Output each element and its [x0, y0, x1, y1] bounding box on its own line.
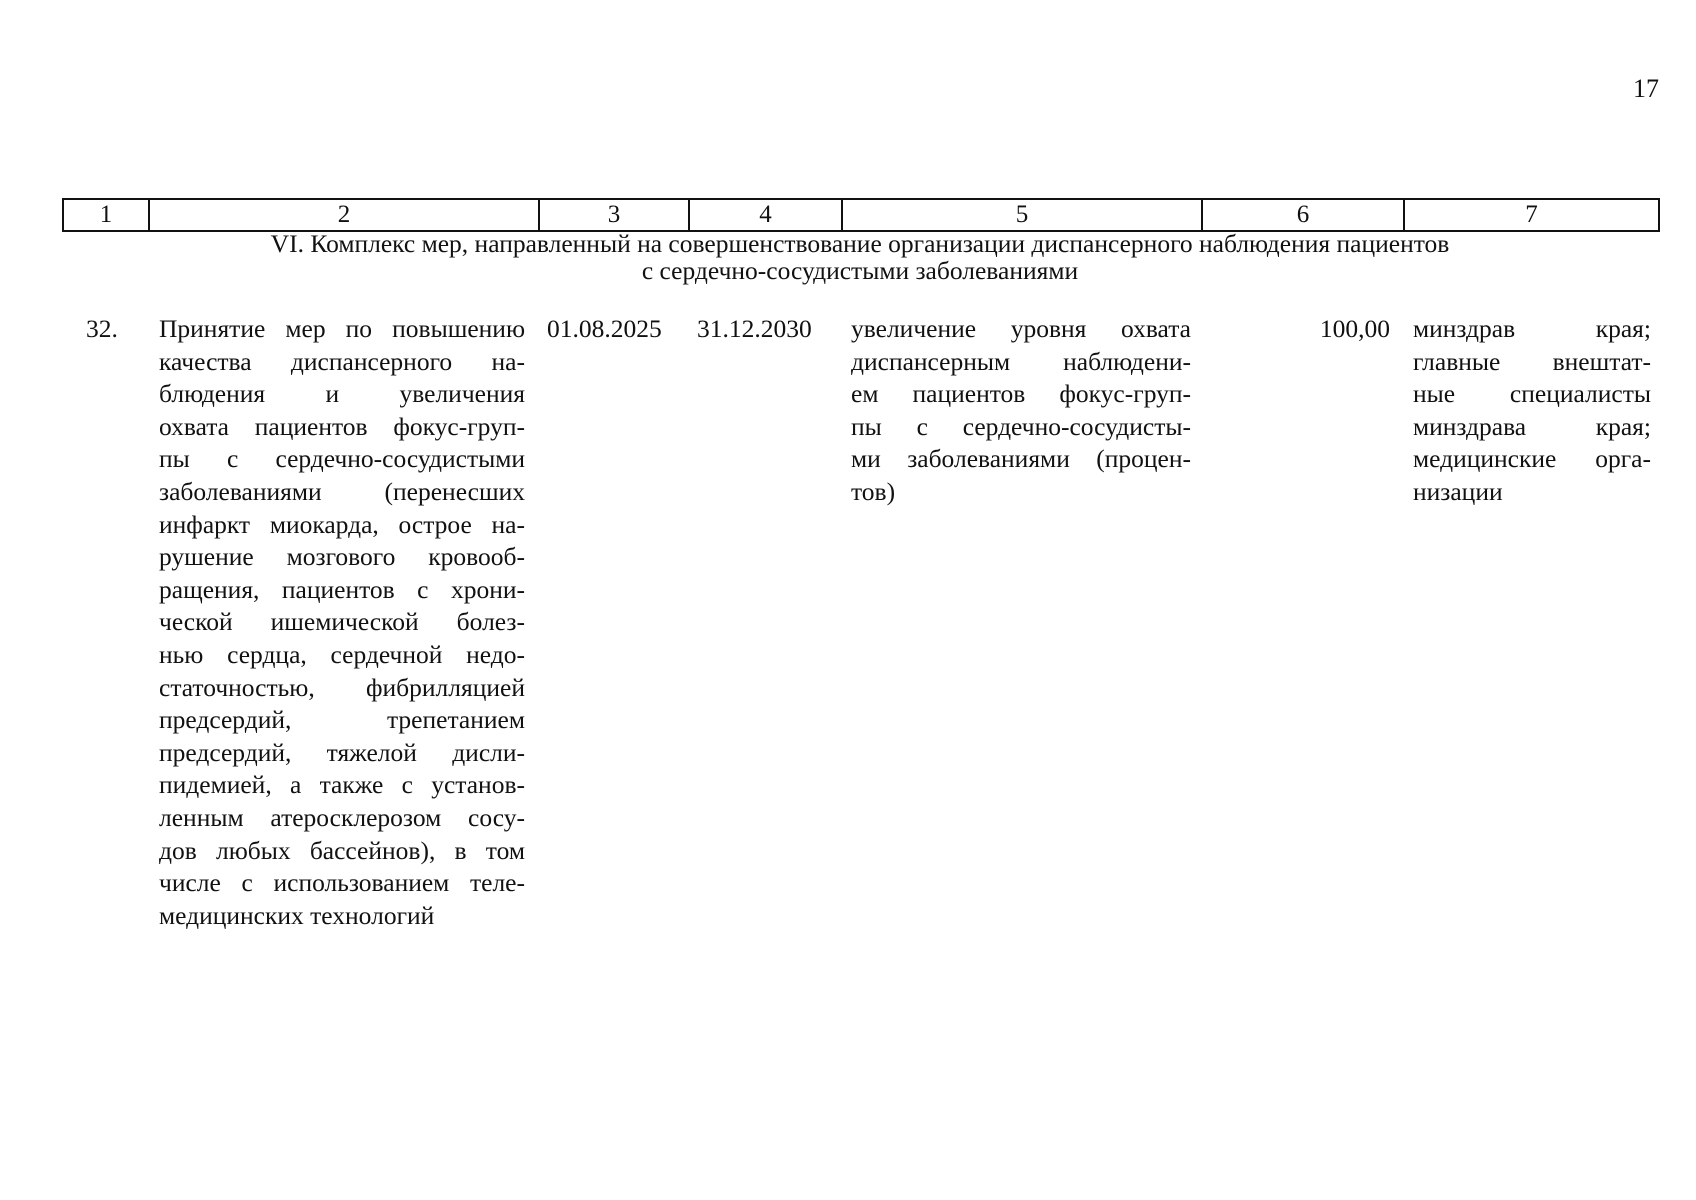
responsible-parties-line: низации [1413, 476, 1503, 506]
column-number-2: 2 [149, 199, 539, 231]
measure-description-line: предсердий, тяжелой дисли- [159, 737, 525, 767]
measure-description-line: медицинских технологий [159, 900, 435, 930]
column-number-4: 4 [689, 199, 842, 231]
indicator-description-line: увеличение уровня охвата [851, 314, 1191, 343]
indicator-description-line: пы с сердечно-сосудисты- [851, 411, 1191, 441]
page-number: 17 [1633, 74, 1659, 103]
indicator-description-line: ем пациентов фокус-груп- [851, 379, 1191, 409]
measure-description-line: статочностью, фибрилляцией [159, 672, 525, 702]
responsible-parties-line: ные специалисты [1413, 379, 1651, 409]
measure-description-line: рушение мозгового кровооб- [159, 542, 525, 572]
indicator-description-line: диспансерным наблюдени- [851, 346, 1191, 376]
column-number-1: 1 [63, 199, 149, 231]
column-number-3: 3 [539, 199, 689, 231]
section-heading-line-2: с сердечно-сосудистыми заболеваниями [641, 256, 1079, 285]
column-number-7: 7 [1404, 199, 1659, 231]
column-number-5: 5 [842, 199, 1202, 231]
responsible-parties-line: медицинские орга- [1413, 444, 1651, 474]
responsible-parties-line: минздрав края; [1413, 314, 1651, 343]
row-number: 32. [86, 314, 118, 343]
measure-description-line: предсердий, трепетанием [159, 705, 525, 735]
indicator-value: 100,00 [1319, 314, 1390, 343]
indicator-description-line: ми заболеваниями (процен- [851, 444, 1191, 474]
measure-description-line: пидемией, а также с установ- [159, 770, 525, 800]
column-number-6: 6 [1202, 199, 1404, 231]
measure-description-line: охвата пациентов фокус-груп- [159, 411, 525, 441]
responsible-parties-line: минздрава края; [1413, 411, 1651, 441]
measure-description-line: заболеваниями (перенесших [159, 476, 525, 506]
column-number-header [62, 198, 1660, 232]
measure-description-line: нью сердца, сердечной недо- [159, 639, 525, 669]
measure-description [159, 313, 525, 932]
indicator-description [851, 313, 1191, 509]
measure-description-line: пы с сердечно-сосудистыми [159, 444, 525, 474]
responsible-parties-line: главные внештат- [1413, 346, 1651, 376]
measure-description-line: числе с использованием теле- [159, 868, 525, 898]
measure-description-line: ленным атеросклерозом сосу- [159, 802, 525, 832]
measure-description-line: инфаркт миокарда, острое на- [159, 509, 525, 539]
measure-description-line: ческой ишемической болез- [159, 607, 525, 637]
responsible-parties [1413, 313, 1651, 509]
measure-description-line: ращения, пациентов с хрони- [159, 574, 525, 604]
measure-description-line: качества диспансерного на- [159, 346, 525, 376]
section-heading [62, 230, 1658, 284]
end-date: 31.12.2030 [697, 314, 812, 343]
measure-description-line: дов любых бассейнов), в том [159, 835, 525, 865]
indicator-description-line: тов) [851, 476, 896, 506]
measure-description-line: блюдения и увеличения [159, 379, 525, 409]
section-heading-line-1: VI. Комплекс мер, направленный на совершенствование организации диспансерного наблюдения пациентов [270, 229, 1450, 258]
measure-description-line: Принятие мер по повышению [159, 314, 525, 343]
start-date: 01.08.2025 [547, 314, 662, 343]
